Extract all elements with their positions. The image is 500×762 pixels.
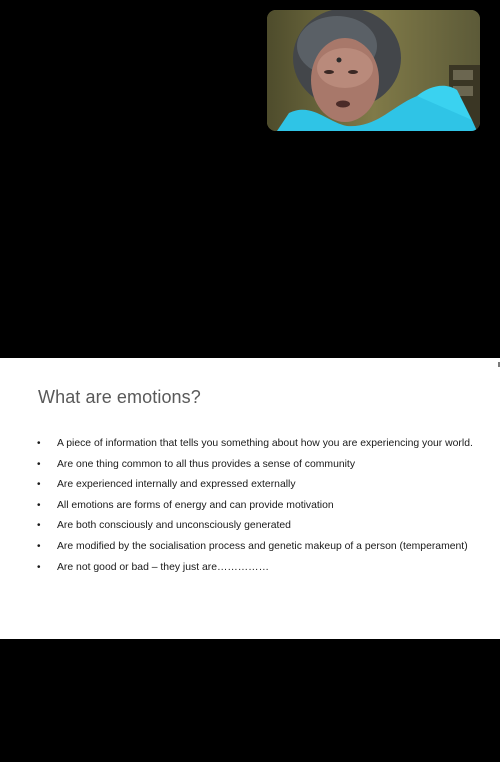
list-item — [33, 539, 473, 555]
bullet-icon: • — [37, 479, 41, 491]
person-video-icon — [267, 10, 480, 131]
list-item — [33, 560, 473, 576]
bullet-icon: • — [37, 520, 41, 532]
list-item — [33, 518, 473, 534]
list-item — [33, 436, 473, 452]
bullet-icon: • — [37, 438, 41, 449]
bullet-list — [33, 436, 473, 580]
bullet-text: Are not good or bad – they just are…………… — [57, 561, 269, 573]
bullet-icon: • — [37, 540, 41, 552]
bullet-text: All emotions are forms of energy and can provide motivation — [57, 499, 334, 511]
presentation-slide — [0, 358, 500, 639]
bullet-icon: • — [37, 458, 41, 470]
list-item — [33, 477, 473, 493]
list-item — [33, 457, 473, 473]
bullet-icon: • — [37, 561, 41, 573]
bullet-text: Are experienced internally and expressed externally — [57, 479, 296, 491]
participant-video-tile[interactable] — [267, 10, 480, 131]
slide-title: What are emotions? — [38, 387, 201, 407]
bullet-text: A piece of information that tells you something about how you are experiencing your world. — [57, 438, 473, 449]
bullet-text: Are modified by the socialisation process and genetic makeup of a person (temperament) — [57, 540, 468, 552]
bullet-text: Are one thing common to all thus provides a sense of community — [57, 458, 356, 470]
bullet-text: Are both consciously and unconsciously generated — [57, 520, 291, 532]
bullet-icon: • — [37, 499, 41, 511]
list-item — [33, 498, 473, 514]
